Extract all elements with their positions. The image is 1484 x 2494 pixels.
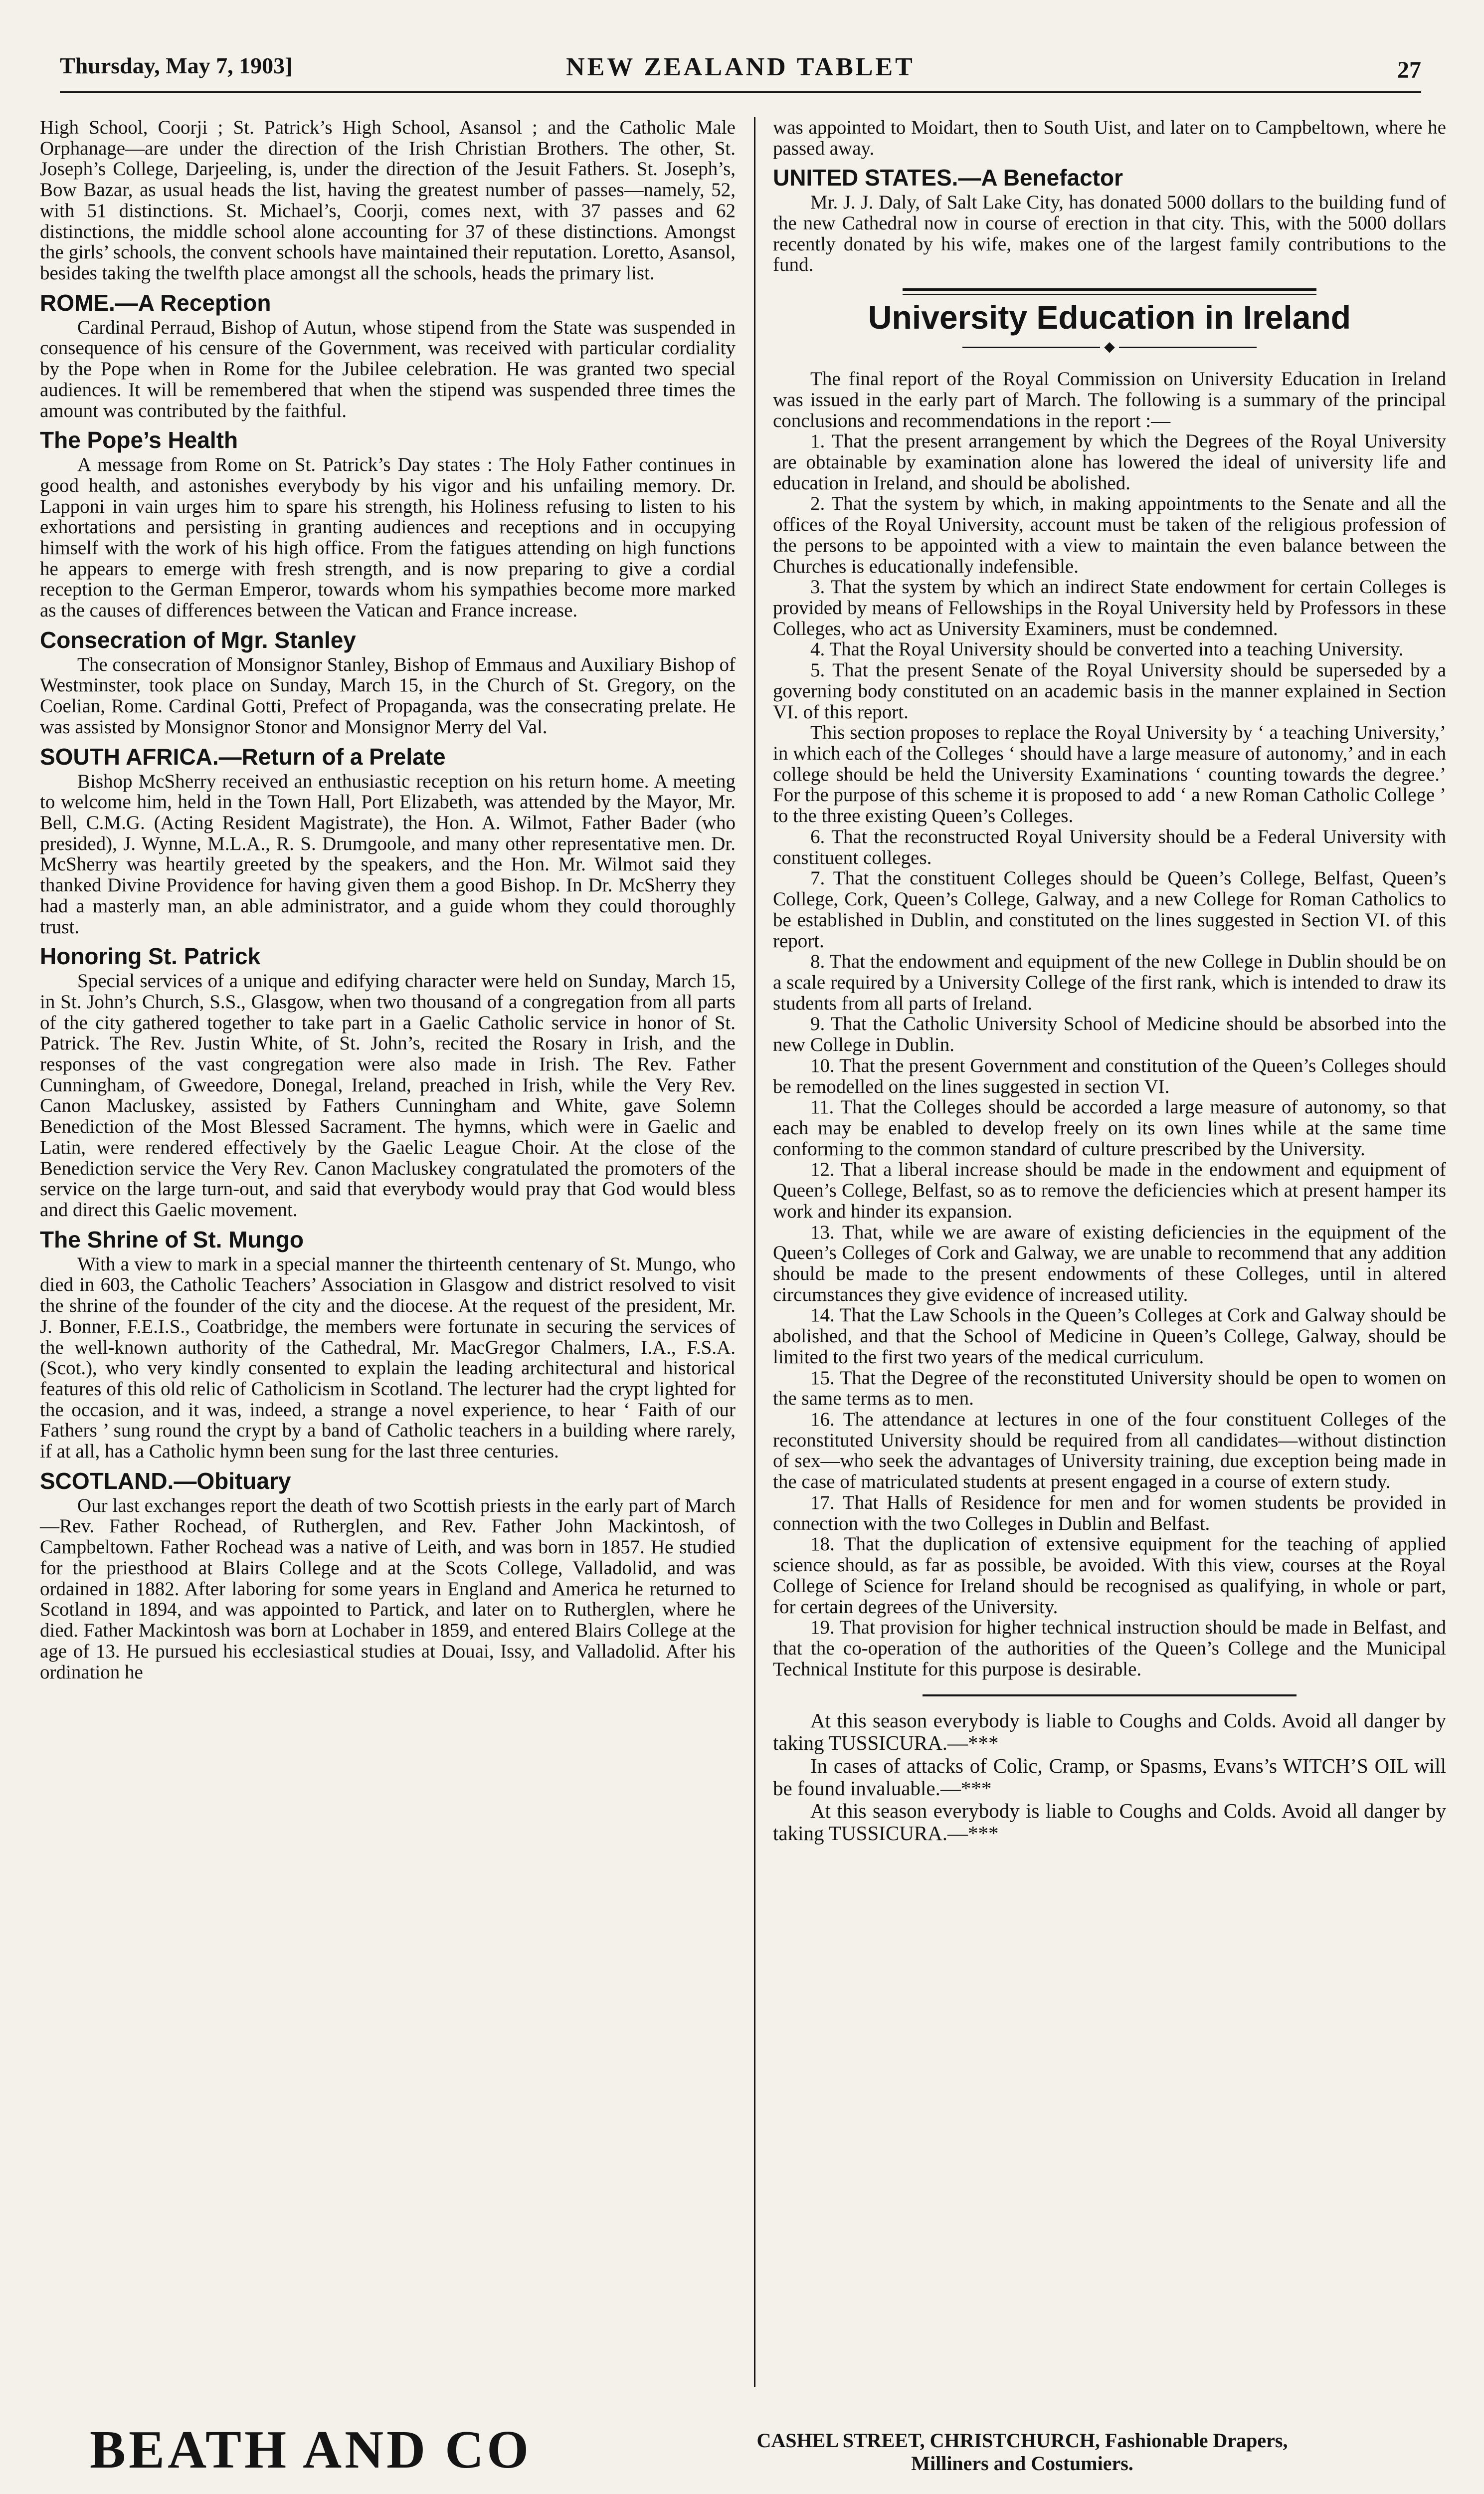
article-paragraph: The consecration of Monsignor Stanley, Bishop of Emmaus and Auxiliary Bishop of Westminster, took place on Sunday, March 15, in the Church of St. Gregory, on the Coelian, Rome. Cardinal Gotti, Prefect of Propaganda, was the consecrating prelate. He was assisted by Monsignor Stonor and Monsignor Merry del Val. — [40, 653, 736, 738]
recommendation-item: 16. The attendance at lectures in one of the four constituent Colleges of the reconstituted University should be required from all candidates—without distinction of sex—who seek the advantages of University training, due exception being made in the case of matriculated students at present engaged in a course of extern study. — [773, 1409, 1446, 1493]
issue-date: Thursday, May 7, 1903] — [60, 53, 293, 78]
recommendation-item: 6. That the reconstructed Royal University should be a Federal University with constituent colleges. — [773, 826, 1446, 868]
small-advertisement: At this season everybody is liable to Coughs and Colds. Avoid all danger by taking TUSSICURA.—*** — [773, 1709, 1446, 1755]
footer-advertisement — [60, 2414, 1436, 2494]
article-paragraph: Bishop McSherry received an enthusiastic reception on his return home. A meeting to welcome him, held in the Town Hall, Port Elizabeth, was attended by the Mayor, Mr. Bell, C.M.G. (Acting Resident Magistrate), the Hon. A. Wilmot, Father Bader (who presided), J. Wynne, M.L.A., R. S. Drumgoole, and many other representative men. Dr. McSherry was heartily greeted by the speakers, and the Hon. Mr. Wilmot said they thanked Divine Providence for having given them a good Bishop. In Dr. McSherry they had a masterly man, an able administrator, and a guide whom they could thoroughly trust. — [40, 770, 736, 938]
section-heading: Honoring St. Patrick — [40, 943, 261, 970]
footer-advertiser-name: BEATH AND CO — [90, 2420, 532, 2480]
article-paragraph: was appointed to Moidart, then to South Uist, and later on to Campbeltown, where he passed away. — [773, 117, 1446, 159]
feature-article-body — [773, 369, 1446, 1679]
recommendation-item: 15. That the Degree of the reconstituted University should be open to women on the same terms as to men. — [773, 1367, 1446, 1410]
recommendation-item: 4. That the Royal University should be converted into a teaching University. — [810, 638, 1404, 660]
recommendation-item: 1. That the present arrangement by which the Degrees of the Royal University are obtainable by examination alone has lowered the ideal of university life and education in Ireland, and should be abolished. — [773, 430, 1446, 494]
headline-ornament — [773, 340, 1446, 355]
column-divider — [754, 117, 755, 2387]
footer-address-line: CASHEL STREET, CHRISTCHURCH, Fashionable Drapers, — [756, 2429, 1288, 2452]
section-rule — [903, 288, 1316, 295]
recommendation-item: 9. That the Catholic University School of Medicine should be absorbed into the new College in Dublin. — [773, 1013, 1446, 1056]
recommendation-item: 18. That the duplication of extensive equipment for the teaching of applied science should, as far as possible, be avoided. With this view, courses at the Royal College of Science for Ireland should be recognised as qualifying, in whole or part, for certain degrees of the University. — [773, 1533, 1446, 1618]
section-heading: SCOTLAND.—Obituary — [40, 1467, 291, 1494]
article-paragraph: Mr. J. J. Daly, of Salt Lake City, has donated 5000 dollars to the building fund of the new Cathedral now in course of erection in that city. This, with the 5000 dollars recently donated by his wife, makes one of the largest family contributions to the fund. — [773, 192, 1446, 276]
recommendation-item: 13. That, while we are aware of existing deficiencies in the equipment of the Queen’s Colleges of Cork and Galway, we are unable to recommend that any addition should be made to the present endowments of these Colleges, until in altered circumstances they give evidence of increased utility. — [773, 1221, 1446, 1305]
article-paragraph: With a view to mark in a special manner the thirteenth centenary of St. Mungo, who died in 603, the Catholic Teachers’ Association in Glasgow and district resolved to visit the shrine of the founder of the city and the diocese. At the request of the president, Mr. J. Bonner, F.E.I.S., Coatbridge, the members were fortunate in securing the services of the well-known authority of the Cathedral, Mr. MacGregor Chalmers, I.A., F.S.A. (Scot.), who very kindly consented to explain the leading architectural and historical features of this old relic of Catholicism in Scotland. The lecturer had the crypt lighted for the occasion, and it was, indeed, a strange a novel experience, to hear ‘ Faith of our Fathers ’ sung round the crypt by a band of Catholic teachers in a building where rarely, if at all, has a Catholic hymn been sung for the last three centuries. — [40, 1253, 736, 1462]
recommendation-item: 8. That the endowment and equipment of the new College in Dublin should be on a scale required by a University College of the first rank, which is intended to draw its students from all parts of Ireland. — [773, 951, 1446, 1014]
small-advertisement: At this season everybody is liable to Coughs and Colds. Avoid all danger by taking TUSSICURA.—*** — [773, 1799, 1446, 1845]
small-advertisement: In cases of attacks of Colic, Cramp, or Spasms, Evans’s WITCH’S OIL will be found invaluable.—*** — [773, 1754, 1446, 1800]
masthead — [60, 52, 1421, 107]
feature-intro-paragraph: The final report of the Royal Commission on University Education in Ireland was issued in the early part of March. The following is a summary of the principal conclusions and recommendations in the report :— — [773, 368, 1446, 431]
right-column — [773, 117, 1446, 1845]
footer-advertiser-address — [673, 2429, 1371, 2475]
recommendation-item: 5. That the present Senate of the Royal University should be superseded by a governing body constituted on an academic basis in the manner explained in Section VI. of this report. — [773, 659, 1446, 723]
section-heading: ROME.—A Reception — [40, 289, 271, 316]
section-heading: Consecration of Mgr. Stanley — [40, 626, 356, 653]
right-column-news — [773, 117, 1446, 275]
recommendation-item: This section proposes to replace the Royal University by ‘ a teaching University,’ in which each of the Colleges ‘ should have a large measure of autonomy,’ and in each college should be held the University Examinations ‘ counting towards the degree.’ For the purpose of this scheme it is proposed to add ‘ a new Roman Catholic College ’ to the three existing Queen’s Colleges. — [773, 722, 1446, 827]
feature-headline: University Education in Ireland — [868, 299, 1351, 336]
recommendation-item: 14. That the Law Schools in the Queen’s Colleges at Cork and Galway should be abolished, and that the School of Medicine in Queen’s College, Galway, should be limited to the first two years of the medical curriculum. — [773, 1304, 1446, 1368]
diamond-ornament-icon: ◆ — [1100, 339, 1119, 355]
article-paragraph: Special services of a unique and edifying character were held on Sunday, March 15, in St. John’s Church, S.S., Glasgow, when two thousand of a congregation from all parts of the city gathered together to take part in a Gaelic Catholic service in honor of St. Patrick. The Rev. Justin White, of St. John’s, recited the Rosary in Irish, and the responses of the vast congregation were also made in Irish. The Rev. Father Cunningham, of Gweedore, Donegal, Ireland, preached in Irish, while the Very Rev. Canon Macluskey, assisted by Fathers Cunningham and White, gave Solemn Benediction of the Most Blessed Sacrament. The hymns, which were in Gaelic and Latin, were rendered effectively by the Gaelic League Choir. At the close of the Benediction service the Very Rev. Canon Macluskey congratulated the promoters of the service on the large turn-out, and said that everybody would pray that God would bless and direct this Gaelic movement. — [40, 970, 736, 1221]
article-paragraph: High School, Coorji ; St. Patrick’s High School, Asansol ; and the Catholic Male Orphanage—are under the direction of the Irish Christian Brothers. The other, St. Joseph’s College, Darjeeling, is, under the direction of the Jesuit Fathers. St. Joseph’s, Bow Bazar, as usual heads the list, having the greatest number of passes—namely, 52, with 51 distinctions. St. Michael’s, Coorji, comes next, with 37 passes and 62 distinctions, the middle school alone accounting for 37 of these distinctions. Amongst the girls’ schools, the convent schools have maintained their reputation. Loretto, Asansol, besides taking the twelfth place amongst all the schools, heads the primary list. — [40, 117, 736, 284]
section-heading: The Shrine of St. Mungo — [40, 1226, 304, 1252]
recommendation-item: 17. That Halls of Residence for men and for women students be provided in connection with the two Colleges in Dublin and Belfast. — [773, 1491, 1446, 1534]
page-number: 27 — [1397, 57, 1421, 83]
recommendation-item: 19. That provision for higher technical instruction should be made in Belfast, and that the co-operation of the authorities of the Queen’s College and the Municipal Technical Institute for this purpose is desirable. — [773, 1617, 1446, 1680]
recommendation-item: 7. That the constituent Colleges should be Queen’s College, Belfast, Queen’s College, Cork, Queen’s College, Galway, and a new College for Roman Catholics to be established in Dublin, and constituted on the lines suggested in Section VI. of this report. — [773, 867, 1446, 952]
section-heading: UNITED STATES.—A Benefactor — [773, 165, 1123, 191]
advertisements — [773, 1709, 1446, 1845]
section-heading: SOUTH AFRICA.—Return of a Prelate — [40, 743, 446, 770]
article-paragraph: Cardinal Perraud, Bishop of Autun, whose stipend from the State was suspended in consequence of his censure of the Government, was received with particular cordiality by the Pope when in Rome for the Jubilee celebration. He was granted two special audiences. It will be remembered that when the stipend was suspended three times the amount was contributed by the faithful. — [40, 316, 736, 421]
ads-rule — [923, 1694, 1297, 1696]
section-heading: The Pope’s Health — [40, 427, 238, 453]
recommendation-item: 10. That the present Government and constitution of the Queen’s Colleges should be remodelled on the lines suggested in section VI. — [773, 1054, 1446, 1097]
left-column — [40, 117, 736, 1682]
newspaper-title: NEW ZEALAND TABLET — [566, 53, 915, 81]
recommendation-item: 12. That a liberal increase should be made in the endowment and equipment of Queen’s College, Belfast, so as to remove the deficiencies which at present hamper its work and hinder its expansion. — [773, 1159, 1446, 1222]
recommendation-item: 3. That the system by which an indirect State endowment for certain Colleges is provided by means of Fellowships in the Royal University held by Professors in these Colleges, who act as University Examiners, must be condemned. — [773, 576, 1446, 639]
article-paragraph: Our last exchanges report the death of two Scottish priests in the early part of March—Rev. Father Rochead, of Rutherglen, and Rev. Father John Mackintosh, of Campbeltown. Father Rochead was a native of Leith, and was born in 1857. He studied for the priesthood at Blairs College and at the Scots College, Valladolid, and was ordained in 1882. After laboring for some years in England and America he returned to Scotland in 1894, and was appointed to Partick, and later on to Rutherglen, where he died. Father Mackintosh was born at Lochaber in 1859, and entered Blairs College at the age of 13. He pursued his ecclesiastical studies at Douai, Issy, and Valladolid. After his ordination he — [40, 1494, 736, 1683]
article-paragraph: A message from Rome on St. Patrick’s Day states : The Holy Father continues in good health, and astonishes everybody by his vigor and his unfailing memory. Dr. Lapponi in vain urges him to spare his strength, his Holiness refusing to listen to his exhortations and persisting in granting audiences and receptions and in occupying himself with the work of his high office. From the fatigues attending on high functions he appears to emerge with fresh strength, and is now preparing to give a cordial reception to the German Emperor, towards whom his sympathies become more marked as the causes of differences between the Vatican and France increase. — [40, 454, 736, 622]
header-rule — [60, 91, 1421, 93]
recommendation-item: 2. That the system by which, in making appointments to the Senate and all the offices of the Royal University, account must be taken of the religious profession of the persons to be appointed with a view to maintain the even balance between the Churches is educationally indefensible. — [773, 493, 1446, 577]
footer-trade-line: Milliners and Costumiers. — [911, 2452, 1133, 2475]
recommendation-item: 11. That the Colleges should be accorded a large measure of autonomy, so that each may be enabled to develop freely on its own lines while at the same time conforming to the common standard of culture prescribed by the University. — [773, 1096, 1446, 1160]
